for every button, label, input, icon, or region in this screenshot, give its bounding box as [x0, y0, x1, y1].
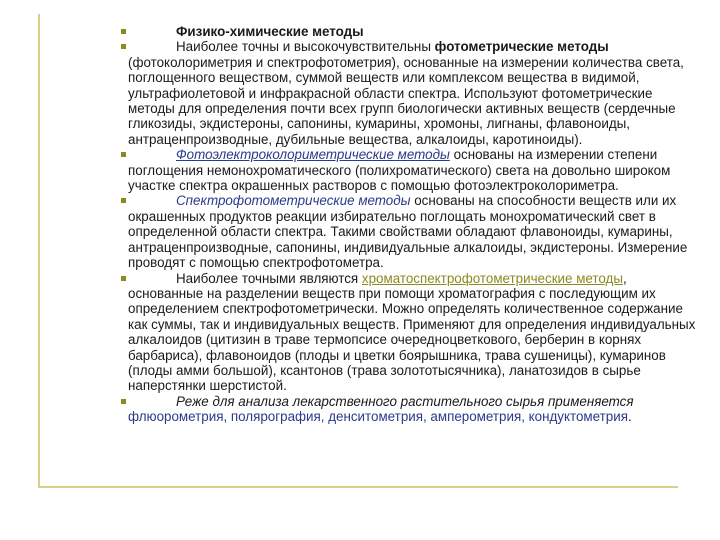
paragraph-photometric: Наиболее точны и высокочувствительны фотометрические методы (фотоколориметрия и спектрофотометрия), основанные на измерении количества света, поглощенного веществом, суммой веществ или комплексом вещества в видимой, ультрафиолетовой и инфракрасной области спектра. Используют фотометрические методы для определения почти всех групп биологически активных веществ (сердечные гликозиды, экдистероны, сапонины, кумарины, хромоны, лигнаны, флавоноиды, антраценпроизводные, дубильные вещества, алкалоиды, каротиноиды).: [128, 39, 700, 147]
square-bullet-icon: [121, 276, 126, 281]
left-accent-line: [38, 14, 40, 486]
paragraph-photoelectrocolorimetric: Фотоэлектроколориметрические методы основаны на измерении степени поглощения немонохроматического (полихроматического) света на довольно широком участке спектра окрашенных растворов с помощью фотоэлектроколориметра.: [128, 147, 700, 193]
term-photometric: фотометрические методы: [434, 39, 609, 55]
section-title: Физико-химические методы: [176, 24, 364, 39]
paragraph-chromatospectro: Наиболее точными являются хроматоспектрофотометрические методы, основанные на разделении веществ при помощи хроматография с последующим их определением спектрофотометрически. Можно определять количественное содержание как суммы, так и индивидуальных веществ. Применяют для определения индивидуальных алкалоидов (цитизин в траве термопсисе очередноцветкового, берберин в корнях барбариса), флавоноидов (плоды и цветки боярышника, трава сушеницы), кумаринов (плоды амми большой), ксантонов (трава золототысячника), ланатозидов в сырье наперстянки шерстистой.: [128, 271, 700, 394]
square-bullet-icon: [121, 29, 126, 34]
other-methods-list: флюорометрия, полярография, денситометрия, амперометрия, кондуктометрия: [128, 409, 628, 425]
link-chromatospectrophotometric[interactable]: хроматоспектрофотометрические методы: [361, 270, 623, 286]
paragraph-heading: [128, 24, 700, 39]
square-bullet-icon: [121, 198, 126, 203]
square-bullet-icon: [121, 152, 126, 157]
square-bullet-icon: [121, 44, 126, 49]
square-bullet-icon: [121, 399, 126, 404]
slide-text: [128, 24, 700, 425]
term-spectrophotometric: Спектрофотометрические методы: [176, 193, 411, 209]
paragraph-spectrophotometric: Спектрофотометрические методы основаны на способности веществ или их окрашенных продуктов реакции избирательно поглощать монохроматический свет в определенной области спектра. Такими свойствами обладают флавоноиды, кумарины, антраценпроизводные, сапонины, индивидуальные алкалоиды, экдистероны. Измерение проводят с помощью спектрофотометра.: [128, 193, 700, 270]
link-photoelectrocolorimetric[interactable]: Фотоэлектроколориметрические методы: [176, 147, 450, 163]
bottom-accent-line: [38, 486, 678, 488]
paragraph-other-methods: Реже для анализа лекарственного растительного сырья применяется флюорометрия, полярография, денситометрия, амперометрия, кондуктометрия.: [128, 394, 700, 425]
